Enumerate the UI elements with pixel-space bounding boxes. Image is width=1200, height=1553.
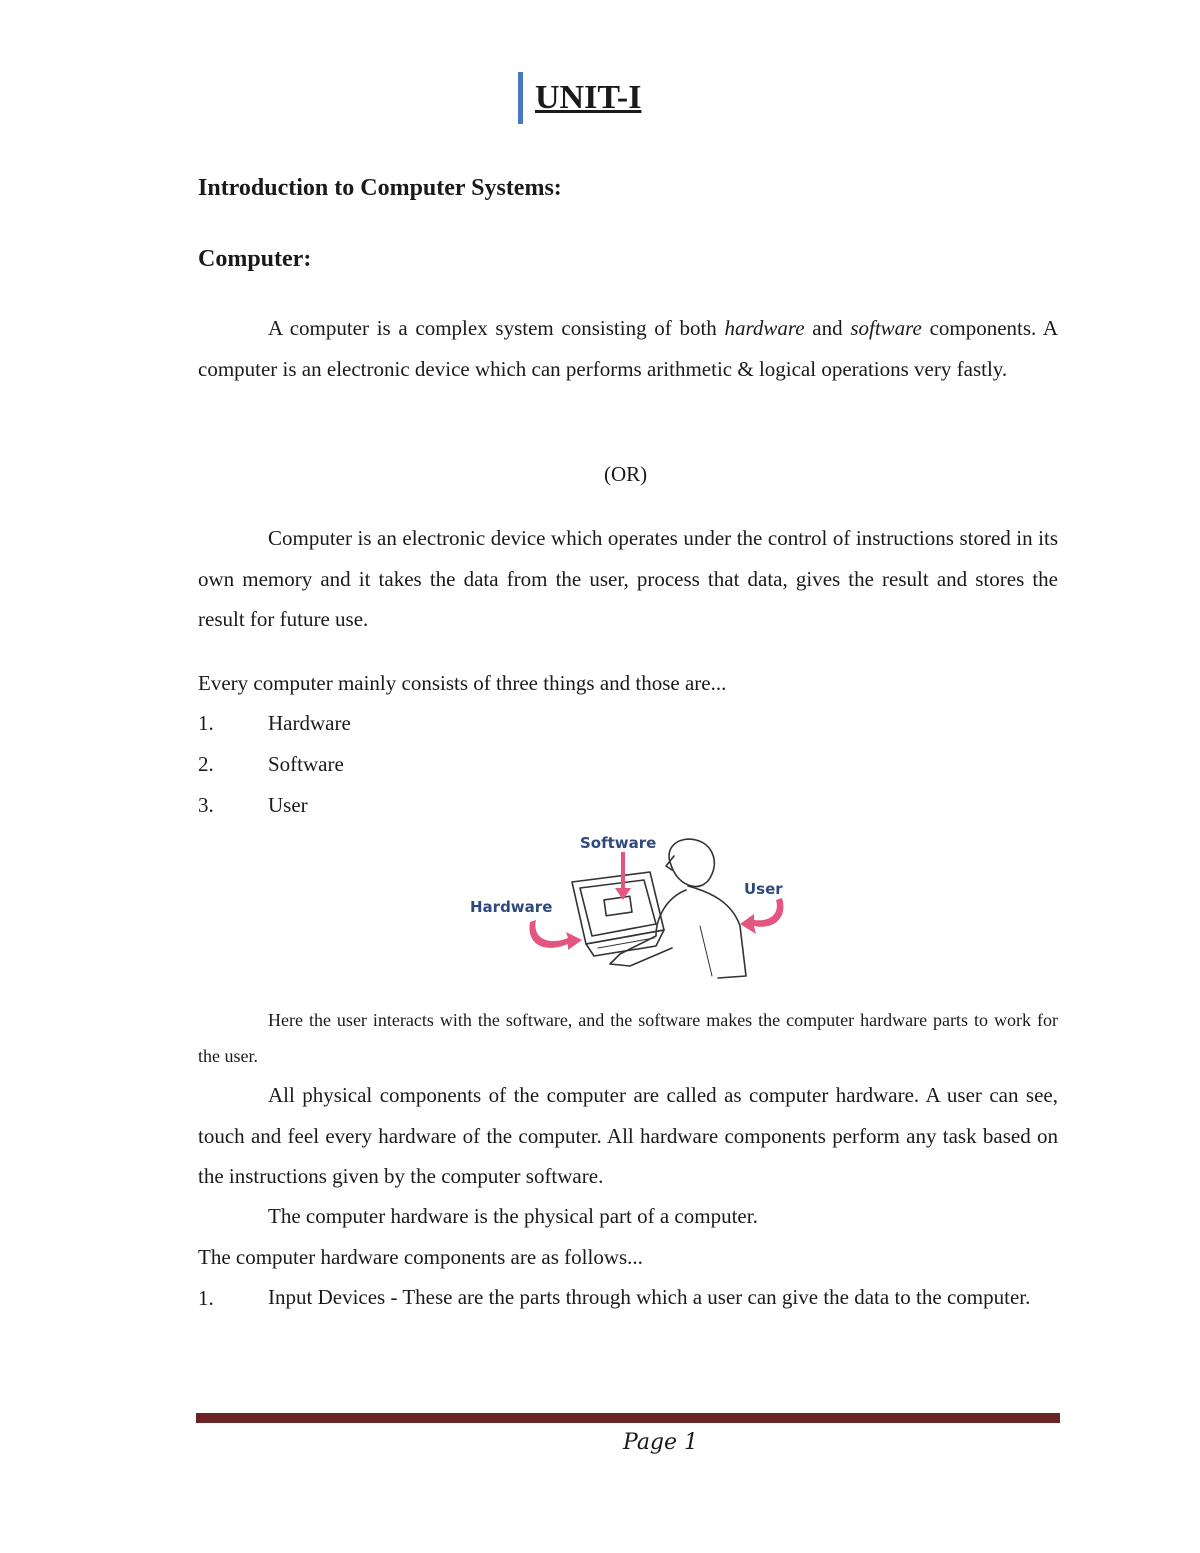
paragraph-definition-alt xyxy=(198,518,1058,640)
para3-text: Here the user interacts with the software, and the software makes the computer hardware parts to work for the user. xyxy=(198,1010,1058,1066)
section-heading: Introduction to Computer Systems: xyxy=(198,175,562,201)
hw-list-item-input-devices: Input Devices - These are the parts through which a user can give the data to the computer. xyxy=(268,1285,1031,1309)
unit-title: UNIT-I xyxy=(535,79,642,116)
list-number: 2. xyxy=(198,752,214,776)
paragraph-hardware xyxy=(198,1075,1058,1197)
page-number: Page 1 xyxy=(623,1430,699,1455)
software-label: Software xyxy=(580,834,657,852)
title-accent-bar xyxy=(518,72,523,124)
paragraph-definition xyxy=(198,308,1058,389)
list-number: 1. xyxy=(198,1286,214,1310)
hardware-physical-line: The computer hardware is the physical part of a computer. xyxy=(268,1204,758,1228)
para1-text-b: components. A computer is an electronic device which can performs arithmetic & logical operations very fastly. xyxy=(198,316,1058,381)
para2-text: Computer is an electronic device which operates under the control of instructions stored in its own memory and it takes the data from the user, process that data, gives the result and stores the result for future use. xyxy=(198,526,1058,631)
para1-and: and xyxy=(804,316,851,340)
list-number: 1. xyxy=(198,711,214,735)
sub-heading: Computer: xyxy=(198,246,312,272)
user-label: User xyxy=(744,880,783,898)
unit-title-block xyxy=(518,72,641,124)
hardware-arrow xyxy=(529,920,582,950)
paragraph-interaction xyxy=(198,1002,1058,1074)
hardware-term: hardware xyxy=(724,316,805,340)
user-head xyxy=(669,839,714,886)
hardware-components-intro: The computer hardware components are as follows... xyxy=(198,1245,643,1269)
para4-text: All physical components of the computer are called as computer hardware. A user can see, touch and feel every hardware of the computer. All hardware components perform any task based on the instructions given by the computer software. xyxy=(198,1083,1058,1188)
list-item-user: User xyxy=(268,793,308,817)
user-arrow xyxy=(740,898,783,934)
software-term: software xyxy=(850,316,922,340)
computer-user-illustration xyxy=(460,826,790,991)
or-separator: (OR) xyxy=(604,462,648,486)
para1-text-a: A computer is a complex system consisting of both xyxy=(268,316,725,340)
list-number: 3. xyxy=(198,793,214,817)
list-item-software: Software xyxy=(268,752,344,776)
hardware-label: Hardware xyxy=(470,898,553,916)
list-item-hardware: Hardware xyxy=(268,711,351,735)
list-intro: Every computer mainly consists of three things and those are... xyxy=(198,671,727,695)
software-arrow-shaft xyxy=(621,852,625,892)
footer-rule xyxy=(196,1413,1060,1423)
user-body xyxy=(688,886,746,978)
software-window xyxy=(604,896,632,915)
